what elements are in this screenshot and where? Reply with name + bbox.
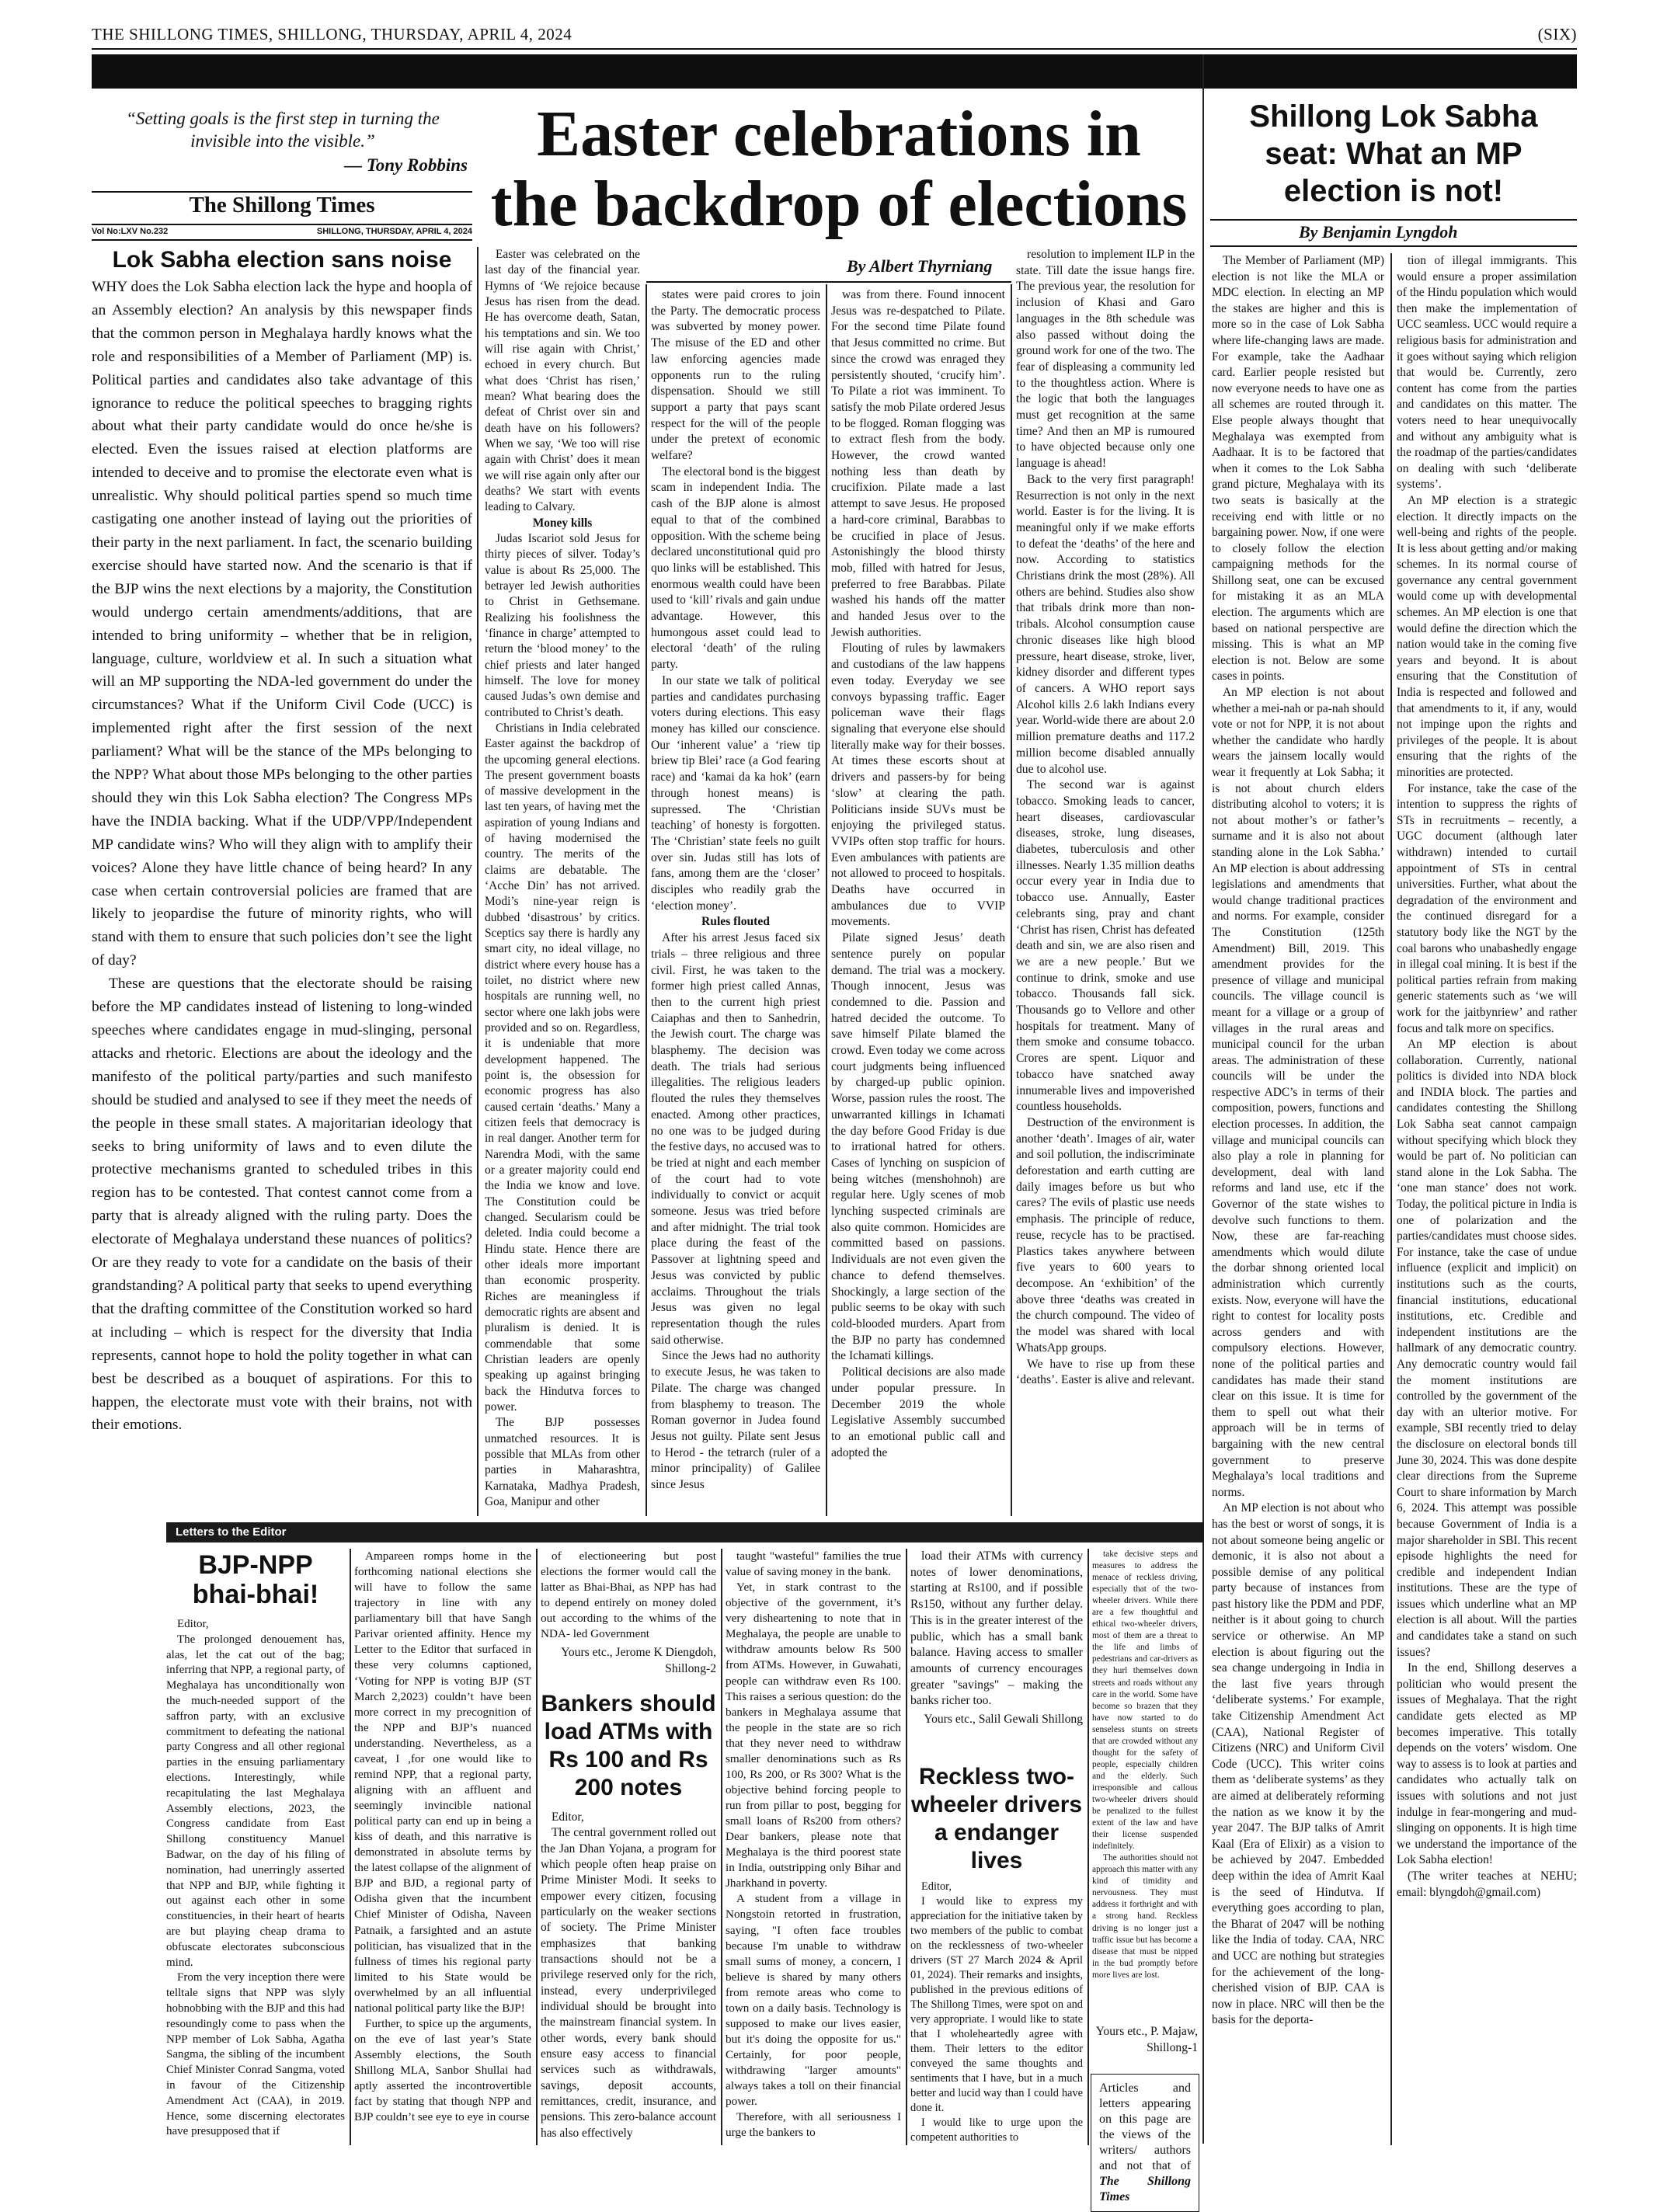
paragraph: The second war is against tobacco. Smoking leads to cancer, heart diseases, cardiovascular diseases, stroke, lung diseases, diabetes, tuberculosis and other illnesses. Nearly 1.35 million deaths occur every year in India due to tobacco use. Annually, Easter celebrants sing, pray and chant ‘Christ has risen, Christ has defeated death and sin, we are also risen and we are a new people.’ But we continue to drink, smoke and use tobacco. Thousands fall sick. Thousands go to Vellore and other hospitals for treatment. Many of them smoke and consume tobacco. Crores are spent. Liquor and tobacco have snatched away innumerable lives and impoverished countless households. bbox=[1016, 778, 1195, 1114]
paragraph: Destruction of the environment is another ‘death’. Images of air, water and soil pollution, the indiscriminate deforestation and earth cutting are daily images before us but who cares? The evils of plastic use needs emphasis. The principle of reduce, reuse, recycle has to be practised. Plastics takes anywhere between five years to 600 years to decompose. An ‘exhibition’ of the above three ‘deaths was created in the church compound. The video of the model was shared with local WhatsApp groups. bbox=[1016, 1115, 1195, 1355]
paragraph: taught "wasteful" families the true value of saving money in the bank. bbox=[726, 1549, 901, 1579]
letter-2-column-3 bbox=[910, 1549, 1083, 1712]
quote-box bbox=[98, 107, 468, 176]
paragraph: The central government rolled out the Jan Dhan Yojana, a program for which people often heap praise on Prime Minister Modi. It seeks to empower every citizen, focusing particularly on the weaker sections of society. The Prime Minister emphasizes that banking transactions should not be a privilege reserved only for the rich, instead, every underprivileged individual should be brought into the mainstream financial system. In other words, every bank should ensure easy access to financial services such as withdrawals, savings, deposit accounts, remittances, credit, insurance, and pensions. This zero-balance account has also effectively bbox=[541, 1826, 716, 2140]
paragraph: The electoral bond is the biggest scam in independent India. The cash of the BJP alone is almost equal to that of the combined opposition. With the scheme being declared unconstitutional quid pro quo links will be established. This enormous wealth could have been used to ‘kill’ rivals and gain undue advantage. However, this humongous asset could lead to electoral ‘death’ of the ruling party. bbox=[651, 464, 820, 672]
paragraph: I would like to urge upon the competent authorities to bbox=[910, 2116, 1083, 2144]
paragraph: (The writer teaches at NEHU; email: blyngdoh@gmail.com) bbox=[1397, 1869, 1577, 1899]
editorial-paragraph: WHY does the Lok Sabha election lack the hype and hoopla of an Assembly election? An analysis by this newspaper finds that the common person in Meghalaya hardly knows what the role and responsibilities of a Member of Parliament (MP) is. Political parties and candidates also take advantage of this ignorance to reduce the political speeches to bragging rights about what their party candidate would do once he/she is elected. Even the issues raised at election platforms are intended to deceive and to promise the electorate even what is unrealistic. Why should political parties spend so much time castigating one another instead of laying out the priorities of their party in the next parliament. In fact, the scenario building exercise should have started now. And the scenario is that if the BJP wins the next elections by a majority, the Constitution would undergo certain amendments/additions, that are intended to bring uniformity – whether that be in religion, language, culture, worldview et al. In such a situation what will an MP supporting the NDA-led government do under the circumstances? What if the Uniform Civil Code (UCC) is implemented right after the first session of the next parliament? What will be the stance of the MPs belonging to the NPP? What about those MPs belonging to the other parties should they win this Lok Sabha election? The Congress MPs have the INDIA backing. What if the UDP/VPP/Independent MP candidate wins? Who will they align with to amplify their voices? Alone they have little chance of being heard? In any case when certain controversial policies are framed that are likely to jeopardise the future of minority rights, who will stand with them to ensure that such policies don’t see the light of day? bbox=[92, 279, 472, 969]
letters-bar bbox=[166, 1522, 1204, 1542]
column-divider bbox=[826, 284, 827, 1516]
mp-rule-2 bbox=[1210, 245, 1577, 247]
byline-rule bbox=[646, 281, 1011, 283]
masthead-date: SHILLONG, THURSDAY, APRIL 4, 2024 bbox=[316, 227, 472, 236]
letter-2-column-2 bbox=[726, 1549, 901, 2145]
paragraph: states were paid crores to join the Party. The democratic process was subverted by money power. The misuse of the ED and other law enforcing agencies made opponents run to the ruling dispensation. Should we still support a party that pays scant respect for the will of the people under the pretext of economic welfare? bbox=[651, 288, 820, 463]
disclaimer-paper: The Shillong Times bbox=[1099, 2175, 1191, 2203]
disclaimer-box bbox=[1091, 2074, 1199, 2212]
letter-2-headline: Bankers should load ATMs with Rs 100 and Rs 200 notes bbox=[541, 1691, 716, 1800]
easter-byline: By Albert Thyrniang bbox=[847, 256, 993, 276]
paragraph: resolution to implement ILP in the state. Till date the issue hangs fire. The previous year, the resolution for inclusion of Khasi and Garo languages in the 8th schedule was also passed without doing the ground work for one of the two. The fear of displeasing a community led to the thoughtless action. Where is the logic that both the languages must get recognition at the same time? And then an MP is rumoured to have objected because only one language is ahead! bbox=[1016, 248, 1195, 471]
paragraph: An MP election is about collaboration. Currently, national politics is divided into NDA block and INDIA block. The parties and candidates contesting the Shillong Lok Sabha seat cannot campaign without specifying which block they would be part of. No politician can stand alone in the Lok Sabha. The ‘one man stance’ does not work. Today, the political picture in India is one of polarization and the parties/candidates must choose sides. For instance, take the case of undue influence (explicit and implicit) on institutions such as the courts, financial institutions, educational institutions, etc. Credible and independent institutions are the hallmark of any democratic country. Any democratic country would fail the moment institutions are controlled by the government of the day with an ulterior motive. For example, SBI recently tried to delay the disclosure on electoral bonds till June 30, 2024. This was done despite clear directions from the Supreme Court to share information by March 6, 2024. This attempt was possible because Government of India is a major shareholder in SBI. This recent episode highlights the need for credible and independent Indian institutions. These are the type of issues which underline what an MP election is all about. Will the parties and candidates take a stand on such issues? bbox=[1397, 1038, 1577, 1659]
column-divider bbox=[1202, 54, 1204, 2144]
disclaimer-text: Articles and letters appearing on this page are the views of the writers/ authors and not that of bbox=[1099, 2082, 1191, 2172]
letter-1-column-2 bbox=[354, 1549, 531, 2145]
letter-2-column-1 bbox=[541, 1810, 716, 2145]
paragraph: load their ATMs with currency notes of lower denominations, starting at Rs100, and if possible Rs150, without any further delay. This is in the greater interest of the public, which has a small bank balance. Having access to smaller amounts of currency encourages greater "savings" – making the banks richer too. bbox=[910, 1549, 1083, 1708]
top-black-bar bbox=[92, 54, 1577, 89]
paragraph: Easter was celebrated on the last day of the financial year. Hymns of ‘We rejoice because Jesus has risen from the dead. He has overcome death, Satan, his temptations and sin. We too will rise again with Christ,’ echoed in every church. But what does ‘Christ has risen,’ mean? What bearing does the defeat of Christ over sin and death have on his followers? When we say, ‘We too will rise again with Christ’ does it mean we will rise again only after our deaths? We start with events leading to Calvary. bbox=[485, 248, 640, 514]
paragraph: The authorities should not approach this matter with any kind of timidity and nervousness. They must address it forthright and with a strong hand. Reckless driving is no longer just a traffic issue but has become a disease that must be nipped in the bud promptly before more lives are lost. bbox=[1092, 1853, 1198, 1980]
column-divider bbox=[536, 1549, 538, 2145]
paragraph: Judas Iscariot sold Jesus for thirty pieces of silver. Today’s value is about Rs 25,000. The betrayer led Jewish authorities to Christ in Gethsemane. Realizing his foolishness the ‘finance in charge’ attempted to return the ‘blood money’ to the chief priests and later hanged himself. The love for money caused Judas’s own demise and contributed to Christ’s death. bbox=[485, 531, 640, 719]
paragraph: The Member of Parliament (MP) election is not like the MLA or MDC election. In electing an MP the stakes are higher and this is more so in the case of Lok Sabha where life-changing laws are made. For example, take the Aadhaar card. Earlier people resisted but now everyone needs to have one as all schemes are routed through it. Else people always thought that Meghalaya was exempted from Aadhaar. It is to be factored that when it comes to the Lok Sabha grand picture, Meghalaya with its two seats is basically at the receiving end with little or no bargaining power. Now, if one were to closely follow the election campaigning methods for the Shillong seat, one can be excused for mistaking it as an MLA election. The arguments which are based on national perspective are missing. This is what an MP election is not. Below are some cases in points. bbox=[1212, 254, 1384, 683]
column-divider bbox=[721, 1549, 722, 2145]
masthead-volume-line bbox=[92, 227, 472, 236]
paragraph: From the very inception there were telltale signs that NPP was slyly hobnobbing with the BJP and this had resoundingly come to pass when the NPP member of Lok Sabha, Agatha Sangma, the sibling of the incumbent Chief Minister Conrad Sangma, voted in favour of the Citizenship Amendment Act (CAA), in 2019. Hence, some discerning electorates have presupposed that if bbox=[166, 1971, 345, 2138]
editorial-body bbox=[92, 276, 472, 1437]
mp-column-1 bbox=[1212, 253, 1384, 2145]
running-head-left: THE SHILLONG TIMES, SHILLONG, THURSDAY, APRIL 4, 2024 bbox=[92, 25, 572, 43]
paragraph: Editor, bbox=[177, 1618, 209, 1630]
mp-column-2 bbox=[1397, 253, 1577, 2145]
easter-column-3 bbox=[831, 287, 1005, 1515]
paragraph: of electioneering but post elections the former would call the latter as Bhai-Bhai, as NPP has had to depend entirely on money doled out according to the whims of the NDA- led Government bbox=[541, 1549, 716, 1641]
easter-column-1 bbox=[485, 247, 640, 1515]
paragraph: Therefore, with all seriousness I urge the bankers to bbox=[726, 2110, 901, 2140]
letter-3-column-1 bbox=[910, 1880, 1083, 2145]
header-rule bbox=[92, 48, 1577, 50]
masthead-title: The Shillong Times bbox=[189, 193, 375, 217]
editorial-paragraph: These are questions that the electorate should be raising before the MP candidates instead of listening to long-winded speeches where candidates engage in mud-slinging, personal attacks and rhetoric. Elections are about the ideology and the manifesto of the political party/parties and such manifesto should be studied and analysed to see if they meet the needs of the people in these small states. A majoritarian ideology that seeks to bring uniformity of laws and to even dilute the protective mechanisms granted to scheduled tribes in this region has to be contested. That contest cannot come from a party that is already aligned with the ruling party. Does the electorate of Meghalaya understand these nuances of politics? Or are they ready to vote for a candidate on the basis of their grandstanding? A political party that seeks to upend everything that the drafting committee of the Constitution worked so hard at including – which is respect for the diversity that India represents, cannot hope to hold the polity together in what can best be described as a bouquet of aspirations. For this to happen, the electorate must vote with their brains, not with their emotions. bbox=[92, 976, 472, 1434]
paragraph: Ampareen romps home in the forthcoming national elections she will have to follow the same trajectory in line with any parliamentary bill that have Sangh Parivar oriented affinity. Hence my Letter to the Editor that surfaced in these very columns captioned, ‘Voting for NPP is voting BJP (ST March 2,2023) couldn’t have been more correct in my precognition of the NPP and BJP’s nuanced understanding. Nevertheless, as a caveat, I ,for one would like to remind NPP, that a regional party, aligning with an affluent and seemingly invincible national political party can end up in being a kiss of death, and this narrative is demonstrated in absolute terms by the latest collapse of the alignment of BJP and BJD, a regional party of Odisha given that the incumbent Chief Minister of Odisha, Naveen Patnaik, a farsighted and an astute politician, has visualized that in the fullness of times his regional party limited to his State would be overwhelmed by an all influential national political party like the BJP! bbox=[354, 1549, 531, 2015]
paragraph: Since the Jews had no authority to execute Jesus, he was taken to Pilate. The charge was changed from blasphemy to treason. The Roman governor in Judea found Jesus not guilty. Pilate sent Jesus to Herod - the tetrarch (ruler of a minor principality) of Galilee since Jesus bbox=[651, 1349, 820, 1492]
page-number: (SIX) bbox=[1537, 25, 1577, 43]
column-divider bbox=[1088, 1549, 1089, 2145]
letter-3-headline: Reckless two-wheeler drivers a endanger lives bbox=[910, 1764, 1083, 1873]
subheading: Rules flouted bbox=[701, 915, 770, 929]
paragraph: A student from a village in Nongstoin retorted in frustration, saying, "I often face troubles because I'm unable to withdraw small sums of money, a concern, I believe is shared by many others from remote areas who come to town on a daily basis. Technology is supposed to make our lives easier, but it's doing the opposite for us." Certainly, for poor people, withdrawing "larger amounts" always takes a toll on their financial power. bbox=[726, 1892, 901, 2109]
paragraph: An MP election is a strategic election. It directly impacts on the well-being and rights of the people. It is less about getting and/or making schemes. In its normal course of governance any central government would come up with developmental schemes. An MP election is one that would define the direction which the nation would take in the coming five years and beyond. It is about ensuring that the Constitution of India is respected and followed and that amendments to it, if any, would not impinge upon the rights and privileges of the people. It is about ensuring that the rights of the minorities are protected. bbox=[1397, 493, 1577, 779]
subheading: Money kills bbox=[532, 516, 593, 530]
paragraph: An MP election is not about whether a mei-nah or pa-nah should vote or not for NPP, it is not about whether the candidate who hardly wears the jainsem locally would wear it frequently at Lok Sabha; it is not about church elders distributing alcohol to voters; it is not about mother’s or father’s surname and it is also not about standing alone in the Lok Sabha.’ An MP election is about addressing legislations and amendments that would change traditional practices and norms. For example, consider The Constitution (125th Amendment) Bill, 2019. This amendment provides for the presence of village and municipal councils. The village council is meant for a village or a group of villages in the rural areas and municipal council for the urban areas. The administration of these councils will be under the respective ADC’s in terms of their composition, powers, functions and election processes. In addition, the village and municipal councils can also play a role in planning for development, deal with land reforms and land use, etc if the Governor of the state wishes to devolve such functions to them. Now, these are far-reaching amendments which would dilute the dorbar shnong oriented local administration which currently exists. Now, everyone will have the right to contest for locality posts across genders and with compulsory elections. However, none of the political parties and candidates has made their stand clear on this issue. It is time for them to spell out what their approach will be in terms of bargaining with the new central government to preserve Meghalaya’s local traditions and norms. bbox=[1212, 686, 1384, 1499]
masthead-rule-bottom bbox=[92, 239, 472, 241]
mp-rule bbox=[1210, 219, 1577, 221]
easter-column-4 bbox=[1016, 247, 1195, 1515]
column-divider bbox=[906, 1549, 907, 2145]
paragraph: Further, to spice up the arguments, on the eve of last year’s State Assembly elections, the South Shillong MLA, Sanbor Shullai had aptly asserted the incontrovertible fact by stating that though NPP and BJP couldn’t see eye to eye in course bbox=[354, 2016, 531, 2124]
letter-2-signature: Yours etc., Salil Gewali Shillong bbox=[924, 1713, 1083, 1726]
easter-headline: Easter celebrations in the backdrop of elections bbox=[490, 98, 1188, 240]
paragraph: An MP election is not about who has the best or worst of songs, it is not about someone being angelic or demonic, it is also not about a possible demise of any political party because of instances from past history like the PDM and PDF, neither is it about going to church service or otherwise. An MP election is about figuring out the sea change undergoing in India in the last five years through ‘deliberate systems.’ For example, take Citizenship Amendment Act (CAA), National Register of Citizens (NRC) and Uniform Civil Code (UCC). This writer coins them as ‘deliberate systems’ as they are aimed at deliberately reforming the nation as we know it by the year 2047. The BJP talks of Amrit Kaal (Era of Elixir) as a vision to be achieved by 2047. Embedded deep within the idea of Amrit Kaal is the seed of Hindutva. If everything goes according to plan, the Bharat of 2047 will be nothing like the India of today. CAA, NRC and UCC are nothing but strategies for the achievement of the long-cherished vision of BJP. CAA is now in place. NRC will then be the basis for the deporta- bbox=[1212, 1501, 1384, 2027]
paragraph: Editor, bbox=[552, 1810, 584, 1824]
paragraph: I would like to express my appreciation for the initiative taken by two members of the public to combat on the recklessness of two-wheeler drivers (ST 27 March 2024 & April 01, 2024). Their remarks and insights, published in the previous editions of The Shillong Times, were spot on and very appropriate. I would like to state that I wholeheartedly agree with them. Their letters to the editor conveyed the same thoughts and sentiments that I have, but in a much better and lucid way than I could have done it. bbox=[910, 1895, 1083, 2115]
column-divider bbox=[1390, 253, 1392, 2145]
volume-number: Vol No:LXV No.232 bbox=[92, 227, 169, 236]
masthead-rule-mid bbox=[92, 224, 472, 225]
mp-byline: By Benjamin Lyngdoh bbox=[1299, 222, 1458, 242]
paragraph: Flouting of rules by lawmakers and custodians of the law happens even today. Everyday we see convoys bypassing traffic. Eager policeman wave their flags signaling that everyone else should literally make way for their bosses. At times these escorts shout at drivers and passers-by for being ‘slow’ at clearing the path. Politicians inside SUVs must be enjoying the privileged status. VVIPs often stop traffic for hours. Even ambulances with patients are not allowed to proceed to hospitals. Deaths have occurred in ambulances due to VVIP movements. bbox=[831, 642, 1005, 929]
paragraph: Political decisions are also made under popular pressure. In December 2019 the whole Legislative Assembly succumbed to an emotional public call and adopted the bbox=[831, 1365, 1005, 1459]
paragraph: The BJP possesses unmatched resources. It is possible that MLAs from other parties in Maharashtra, Karnataka, Madhya Pradesh, Goa, Manipur and other bbox=[485, 1416, 640, 1508]
quote-author: — Tony Robbins bbox=[344, 155, 468, 175]
paragraph: After his arrest Jesus faced six trials – three religious and three civil. First, he was taken to the former high priest called Annas, then to the current high priest Caiaphas and then to Sanhedrin, the Jewish court. The charge was blasphemy. The decision was death. The trials had serious illegalities. The religious leaders flouted the rules they themselves enacted. Among other practices, no one was to be judged during the festive days, no accused was to be tried at night and each member of the court had to vote individually to convict or acquit someone. Jesus was tried before and after midnight. The trial took place during the feast of the Passover at lightning speed and Jesus was convicted by public acclaims. Throughout the trials Jesus was given no legal representation though the rules said otherwise. bbox=[651, 931, 820, 1347]
column-divider bbox=[350, 1549, 351, 2145]
letter-1-headline: BJP-NPP bhai-bhai! bbox=[192, 1550, 319, 1609]
paragraph: Editor, bbox=[921, 1880, 952, 1893]
paragraph: tion of illegal immigrants. This would ensure a proper assimilation of the Hindu population which would then make the implementation of UCC seamless. UCC would require a religious basis for administration and it goes without saying which religion that would be. Currently, zero content has come from the parties and candidates on this matter. The voters need to hear unequivocally and without any ambiguity what is the roadmap of the parties/candidates on dealing with such ‘deliberate systems’. bbox=[1397, 254, 1577, 492]
quote-text: “Setting goals is the first step in turning the invisible into the visible.” bbox=[126, 109, 440, 151]
paragraph: The prolonged denouement has, alas, let the cat out of the bag; inferring that NPP, a regional party, of Meghalaya has unconditionally won the much-needed support of the saffron party, with an exclusive commitment to defeating the national party Congress and all other regional parties in the ensuing parliamentary elections. Interestingly, while recapitulating the last Meghalaya Assembly elections, 2023, the Congress candidate from East Shillong constituency Manuel Badwar, on the day of his filing of nomination, had unerringly asserted that NPP and BJP, while fighting it out against each other in some constituencies, in their heart of hearts are but playing cheap drama to obfuscate electorates subconscious mind. bbox=[166, 1633, 345, 1969]
editorial-headline: Lok Sabha election sans noise bbox=[112, 247, 452, 273]
paragraph: Yet, in stark contrast to the objective of the government, it’s very disheartening to note that in Meghalaya, the people are unable to withdraw amounts below Rs 500 from ATMs. However, in Guwahati, people can withdraw even Rs 100. This raises a serious question: do the bankers in Meghalaya assume that the people in the state are so rich that they never need to withdraw smaller denominations such as Rs 100, Rs 200, or Rs 300? What is the objective behind forcing people to run from pillar to post, begging for small loans of Rs200 from others? Dear bankers, please note that Meghalaya is the third poorest state in India, outstripping only Bihar and Jharkhand in poverty. bbox=[726, 1581, 901, 1890]
easter-column-2 bbox=[651, 287, 820, 1515]
letter-3-signature: Yours etc., P. Majaw, Shillong-1 bbox=[1095, 2025, 1198, 2054]
paragraph: For instance, take the case of the intention to suppress the rights of STs in recruitments – recently, a UGC document (although later withdrawn) intended to curtail appointment of STs in central universities. Further, what about the degradation of the environment and the continued disregard for a statutory body like the NGT by the coal barons who unabashedly engage in illegal coal mining. It is best if the political parties refrain from making generic statements such as ‘we will work for the jaitbynriew’ and rather focus and talk more on specifics. bbox=[1397, 781, 1577, 1035]
column-divider bbox=[646, 284, 647, 1516]
letter-1-column-1 bbox=[166, 1617, 345, 2145]
letters-bar-label: Letters to the Editor bbox=[176, 1525, 287, 1539]
column-divider bbox=[477, 247, 479, 1516]
paragraph: Christians in India celebrated Easter against the backdrop of the upcoming general elections. The present government boasts of massive development in the last ten years, of having met the aspiration of young Indians and of having modernised the country. The merits of the claims are debatable. The ‘Acche Din’ has not arrived. Modi’s nine-year reign is dubbed ‘disastrous’ by critics. Sceptics say there is hardly any smart city, no ideal village, no district where every house has a toilet, no district where new hospitals are running well, no sector where one lakh jobs were provided and so on. Regardless, it is undeniable that more development happened. The point is, the obsession for economic progress has also caused certain ‘deaths.’ Many a citizen feels that democracy is in real danger. Another term for Narendra Modi, with the same or a greater majority could end the India we know and love. The Constitution could be changed. Secularism could be deleted. India could become a Hindu state. Hence there are other ideals more important than economic prosperity. Riches are meaningless if democratic rights are absent and pluralism is denied. It is commendable that some Christian leaders are openly speaking up against bringing back the Hindutva forces to power. bbox=[485, 721, 640, 1414]
mp-headline: Shillong Lok Sabha seat: What an MP election is not! bbox=[1249, 99, 1538, 208]
column-divider bbox=[1011, 284, 1012, 1516]
paragraph: Pilate signed Jesus’ death sentence purely on popular demand. The trial was a mockery. Though innocent, Jesus was condemned to die. Passion and hatred decided the outcome. To save himself Pilate blamed the crowd. Even today we come across court judgments being influenced by charged-up public opinion. Worse, passion rules the roost. The unwarranted killings in Ichamati the day before Good Friday is due to irrational hatred for others. Cases of lynching on suspicion of being witches (menshohnoh) are regular here. Ugly scenes of mob lynching suspected criminals are also quite common. Homicides are committed based on passions. Individuals are not even given the chance to defend themselves. Shockingly, a large section of the public seems to be okay with such cold-blooded murders. Apart from the BJP no party has condemned the Ichamati killings. bbox=[831, 931, 1005, 1363]
paragraph: In the end, Shillong deserves a politician who would present the issues of Meghalaya. That the right candidate gets elected as MP becomes imperative. This totally depends on the voters’ wisdom. One way to assess is to look at parties and candidates who actually talk on issues with solutions and not just indulge in fear-mongering and mud-slinging on opponents. It is high time we understand the importance of the Lok Sabha election! bbox=[1397, 1661, 1577, 1867]
paragraph: Back to the very first paragraph! Resurrection is not only in the next world. Easter is for the living. It is meaningful only if we make efforts to defeat the ‘deaths’ of the here and now. According to statistics Christians drink the most (28%). All others are behind. Studies also show that tribals drink more than non-tribals. Alcohol consumption cause chronic diseases like high blood pressure, heart disease, stroke, liver, kidney disorder and different types of cancers. A WHO report says Alcohol kills 2.6 lakh Indians every year. World-wide there are about 2.0 million premature deaths and 117.2 million become disabled annually due to alcohol use. bbox=[1016, 472, 1195, 776]
paragraph: In our state we talk of political parties and candidates purchasing voters during elections. This easy money has killed our conscience. Our ‘inherent value’ a ‘riew tip briew tip Blei’ race (a God fearing race) and ‘kamai da ka hok’ (earn through honest means) is supressed. The ‘Christian teaching’ of honesty is forgotten. The ‘Christian’ state feels no guilt over sin. Judas still has lots of fans, among them are the ‘closer’ disciples who readily grab the ‘election money’. bbox=[651, 673, 820, 913]
paragraph: take decisive steps and measures to address the menace of reckless driving, especially that of the two-wheeler drivers. While there are a few thoughtful and ethical two-wheeler drivers, most of them are a threat to the life and limbs of pedestrians and car-drivers as they hurl themselves down streets and roads without any care in the world. Some have become so brazen that they have now started to do senseless stunts on streets that are crowded without any thought for the safety of people, especially children and the elderly. Such irresponsible and callous two-wheeler drivers should be penalized to the fullest extent of the law and have their license suspended indefinitely. bbox=[1092, 1549, 1198, 1852]
paragraph: was from there. Found innocent Jesus was re-despatched to Pilate. For the second time Pilate found that Jesus committed no crime. But since the crowd was enraged they persistently shouted, ‘crucify him’. To Pilate a riot was imminent. To satisfy the mob Pilate ordered Jesus to be flogged. Roman flogging was to extract flesh from the body. However, the crowd wanted nothing less than death by crucifixion. Pilate made a last attempt to save Jesus. He proposed a hard-core criminal, Barabbas to be crucified in place of Jesus. Astonishingly the blood thirsty mob, filled with hatred for Jesus, preferred to free Barabbas. Pilate washed his hands off the matter and handed Jesus over to the Jewish authorities. bbox=[831, 288, 1005, 639]
running-head bbox=[92, 22, 1577, 51]
letter-1-column-3 bbox=[541, 1549, 716, 1642]
letter-1-signature: Yours etc., Jerome K Diengdoh, Shillong-2 bbox=[561, 1646, 716, 1675]
paragraph: We have to rise up from these ‘deaths’. Easter is alive and relevant. bbox=[1016, 1357, 1195, 1387]
letter-3-column-2 bbox=[1092, 1549, 1198, 1984]
